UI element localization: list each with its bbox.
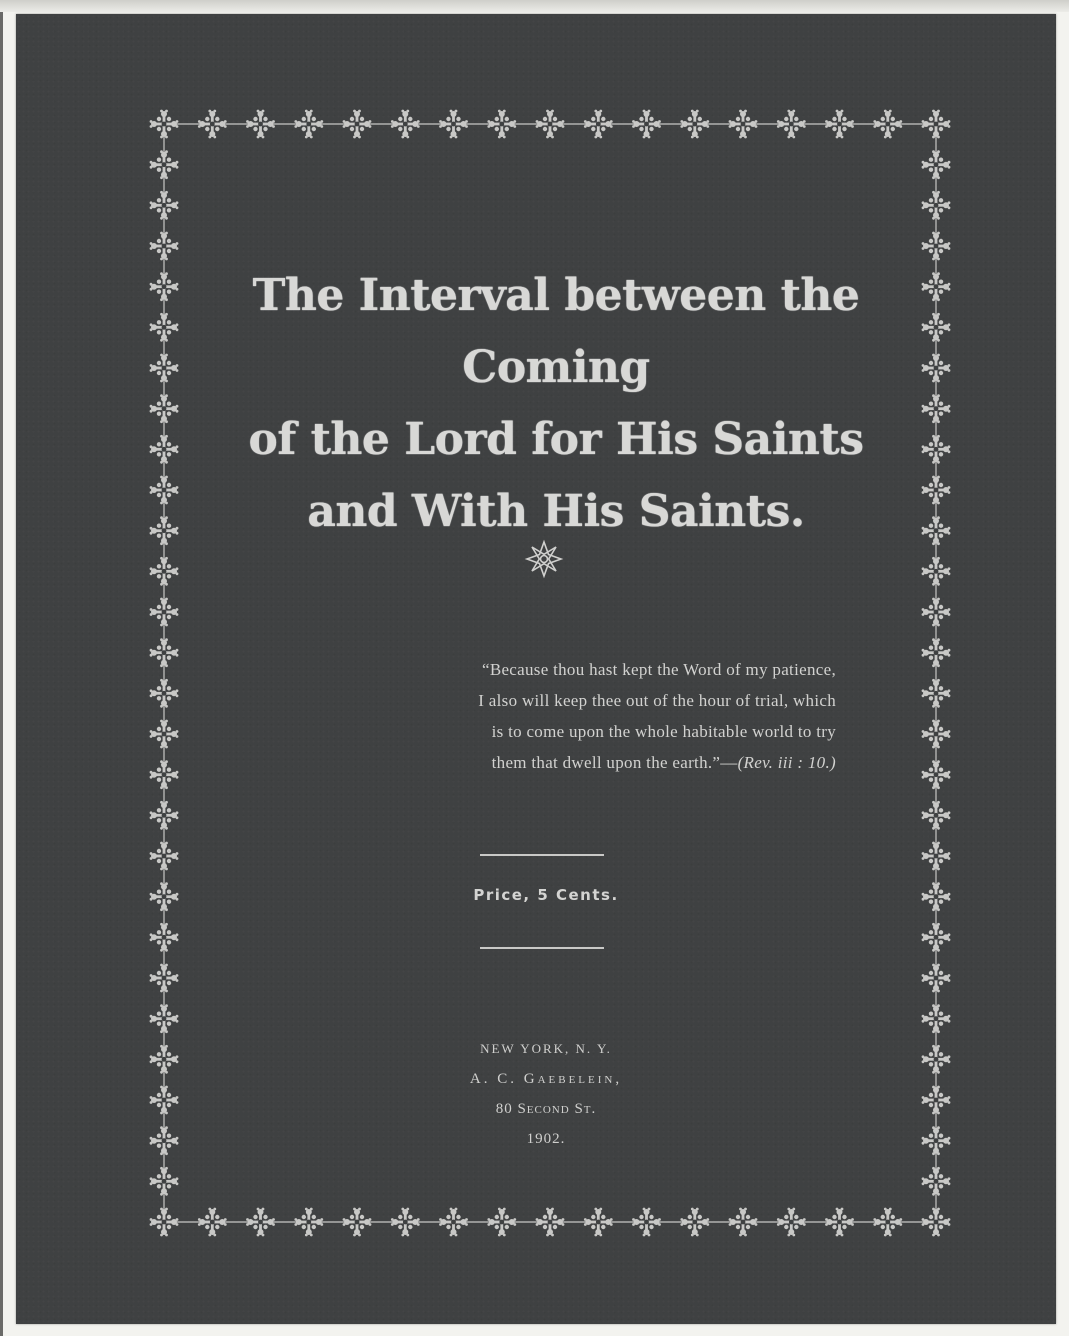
- border-ornament-left: [150, 679, 179, 708]
- border-ornament-bottom: [873, 1208, 902, 1237]
- border-ornament-left: [150, 801, 179, 830]
- border-ornament-top: [584, 110, 613, 139]
- border-ornament-top: [487, 110, 516, 139]
- quote-line-3: is to come upon the whole habitable world to try: [491, 722, 836, 741]
- border-ornament-top: [873, 110, 902, 139]
- border-ornament-top: [198, 110, 227, 139]
- border-ornament-right: [922, 191, 951, 220]
- border-ornament-top: [922, 110, 951, 139]
- border-ornament-right: [922, 1045, 951, 1074]
- price-label: Price, 5 Cents.: [473, 886, 619, 904]
- border-ornament-top: [343, 110, 372, 139]
- border-ornament-left: [150, 1126, 179, 1155]
- border-ornament-top: [632, 110, 661, 139]
- border-ornament-left: [150, 598, 179, 627]
- title-line-3: and With His Saints.: [307, 486, 805, 537]
- border-ornament-right: [922, 1086, 951, 1115]
- title-line-1: The Interval between the Coming: [252, 270, 860, 393]
- border-ornament-bottom: [777, 1208, 806, 1237]
- border-ornament-bottom: [487, 1208, 516, 1237]
- border-ornament-left: [150, 1086, 179, 1115]
- border-ornament-left: [150, 150, 179, 179]
- border-ornament-right: [922, 801, 951, 830]
- border-ornament-right: [922, 557, 951, 586]
- title-line-2: of the Lord for His Saints: [248, 414, 864, 465]
- border-ornament-right: [922, 598, 951, 627]
- divider-rule-top: [480, 854, 604, 856]
- border-ornament-bottom: [391, 1208, 420, 1237]
- border-ornament-right: [922, 923, 951, 952]
- border-ornament-top: [294, 110, 323, 139]
- imprint-year: 1902.: [526, 1131, 566, 1147]
- border-ornament-bottom: [536, 1208, 565, 1237]
- border-ornament-right: [922, 1167, 951, 1196]
- border-ornament-top: [391, 110, 420, 139]
- border-ornament-bottom: [198, 1208, 227, 1237]
- imprint-address: 80 Second St.: [495, 1101, 597, 1117]
- quote-reference: (Rev. iii : 10.): [737, 753, 836, 772]
- border-ornament-left: [150, 964, 179, 993]
- border-ornament-bottom: [922, 1208, 951, 1237]
- border-ornament-top: [729, 110, 758, 139]
- publisher-imprint: [356, 1034, 736, 1154]
- border-ornament-left: [150, 191, 179, 220]
- border-ornament-top: [777, 110, 806, 139]
- border-ornament-bottom: [729, 1208, 758, 1237]
- pamphlet-cover: [16, 14, 1056, 1324]
- border-ornament-top: [439, 110, 468, 139]
- border-ornament-left: [150, 882, 179, 911]
- divider-rule-bottom: [480, 947, 604, 949]
- border-ornament-bottom: [825, 1208, 854, 1237]
- border-ornament-bottom: [680, 1208, 709, 1237]
- border-ornament-left: [150, 760, 179, 789]
- border-ornament-right: [922, 679, 951, 708]
- border-ornament-bottom: [246, 1208, 275, 1237]
- quote-line-1: “Because thou hast kept the Word of my patience,: [481, 660, 836, 679]
- border-ornament-right: [922, 760, 951, 789]
- border-ornament-top: [246, 110, 275, 139]
- border-ornament-right: [922, 964, 951, 993]
- scanner-edge: [0, 0, 1069, 12]
- border-ornament-right: [922, 232, 951, 261]
- border-ornament-left: [150, 232, 179, 261]
- border-ornament-top: [680, 110, 709, 139]
- eight-point-star-icon: [524, 539, 564, 579]
- border-ornament-right: [922, 720, 951, 749]
- border-ornament-right: [922, 842, 951, 871]
- border-ornament-left: [150, 842, 179, 871]
- border-ornament-right: [922, 882, 951, 911]
- border-ornament-top: [536, 110, 565, 139]
- border-ornament-bottom: [150, 1208, 179, 1237]
- border-ornament-bottom: [294, 1208, 323, 1237]
- border-ornament-bottom: [439, 1208, 468, 1237]
- border-ornament-left: [150, 1045, 179, 1074]
- quote-line-2: I also will keep thee out of the hour of trial, which: [478, 691, 836, 710]
- border-ornament-right: [922, 1004, 951, 1033]
- border-ornament-top: [825, 110, 854, 139]
- border-ornament-right: [922, 1126, 951, 1155]
- border-ornament-left: [150, 923, 179, 952]
- border-ornament-bottom: [343, 1208, 372, 1237]
- border-ornament-bottom: [584, 1208, 613, 1237]
- imprint-publisher: A. C. Gaebelein,: [469, 1071, 623, 1087]
- border-ornament-top: [150, 110, 179, 139]
- scripture-quote: [256, 654, 836, 778]
- cover-title: [166, 260, 946, 548]
- quote-line-4-text: them that dwell upon the earth.”—: [491, 753, 738, 772]
- border-ornament-left: [150, 638, 179, 667]
- imprint-place: NEW YORK, N. Y.: [480, 1041, 612, 1056]
- border-ornament-left: [150, 1004, 179, 1033]
- border-ornament-right: [922, 150, 951, 179]
- quote-line-4: [256, 747, 836, 778]
- border-ornament-left: [150, 557, 179, 586]
- border-ornament-left: [150, 720, 179, 749]
- border-ornament-left: [150, 1167, 179, 1196]
- border-ornament-right: [922, 638, 951, 667]
- border-ornament-bottom: [632, 1208, 661, 1237]
